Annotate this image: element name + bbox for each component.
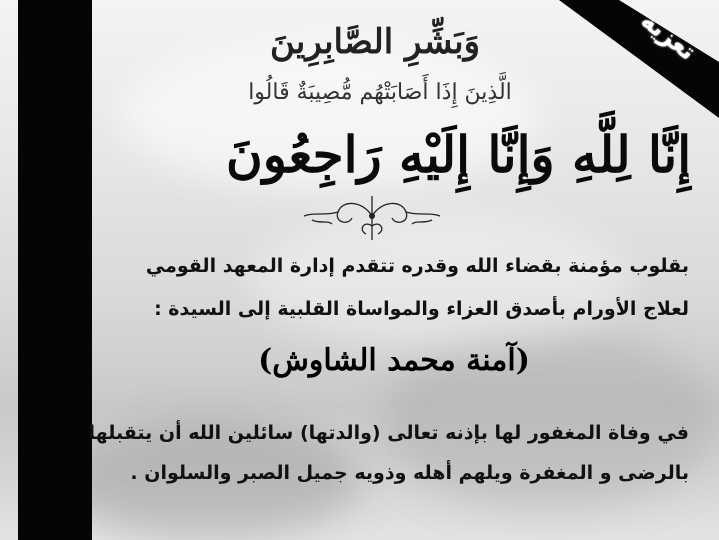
message-line-1: بقلوب مؤمنة بقضاء الله وقدره تتقدم إدارة المعهد القومي [145,255,689,277]
message-line-5: بالرضى و المغفرة ويلهم أهله وذويه جميل الصبر والسلوان . [130,462,689,484]
quran-verse-line-1: وَبَشِّرِ الصَّابِرِينَ [269,22,481,62]
ribbon-notch [18,460,92,540]
floral-ornament-icon [292,190,452,242]
condolence-label: تعزية [635,6,702,66]
mourning-ribbon-icon [18,0,92,540]
corner-mourning-band [559,0,719,120]
quran-verse-line-3: إِنَّا لِلَّهِ وَإِنَّا إِلَيْهِ رَاجِعُونَ [226,125,692,184]
message-line-4: في وفاة المغفور لها بإذنه تعالى (والدتها) سائلين الله أن يتقبلها [88,422,689,444]
deceased-name: (آمنة محمد الشاوش) [258,343,530,378]
message-line-2: لعلاج الأورام بأصدق العزاء والمواساة القلبية إلى السيدة : [154,298,689,320]
quran-verse-line-2: الَّذِينَ إِذَا أَصَابَتْهُم مُّصِيبَةٌ قَالُوا [248,80,512,105]
corner-band-shape [559,0,719,120]
